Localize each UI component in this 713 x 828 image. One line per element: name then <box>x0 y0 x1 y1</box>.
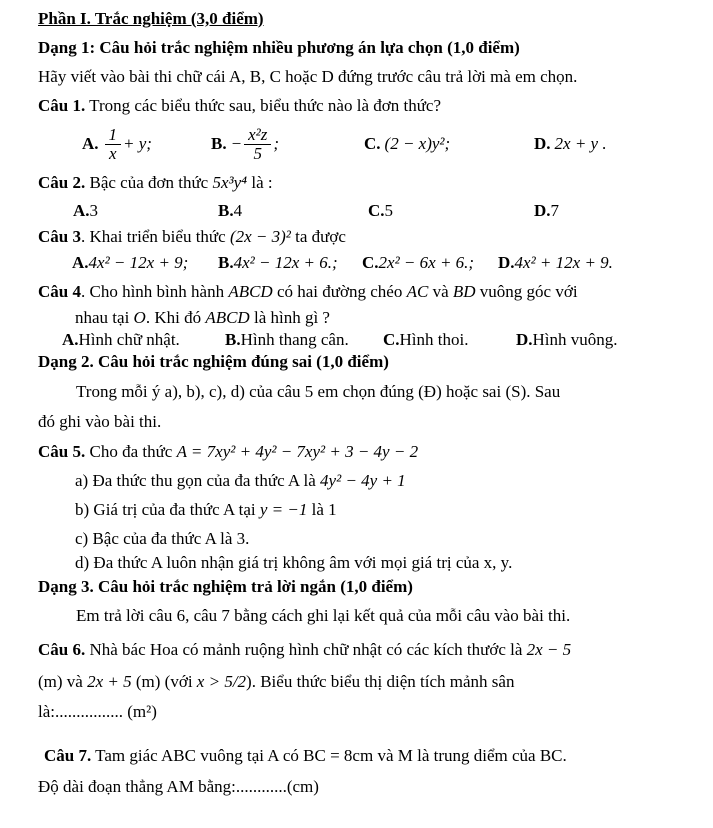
question-6-text: Nhà bác Hoa có mảnh ruộng hình chữ nhật có các kích thước là <box>85 640 527 659</box>
question-2 <box>38 172 273 194</box>
q1-option-c <box>364 119 450 169</box>
q1-option-a-label: A. <box>82 134 99 153</box>
q4-option-a-text: Hình chữ nhật. <box>78 330 180 349</box>
q2-option-b-text: 4 <box>233 201 243 220</box>
question-4-text: có hai đường chéo <box>272 282 407 301</box>
q5-d-text: Đa thức A luôn nhận giá trị không âm với mọi giá trị của x, y. <box>89 553 513 572</box>
q3-option-d <box>498 252 613 274</box>
q1-option-d-math: 2x + y . <box>554 134 607 153</box>
question-3-label: Câu 3 <box>38 227 81 246</box>
fraction-denominator: 5 <box>253 143 262 163</box>
q3-option-b-math: 4x² − 12x + 6.; <box>233 253 338 272</box>
math-ac: AC <box>406 282 429 301</box>
q1-option-d-label: D. <box>534 134 551 153</box>
q3-option-c <box>362 252 474 274</box>
q5-d-label: d) <box>75 553 90 572</box>
q3-option-a-math: 4x² − 12x + 9; <box>88 253 189 272</box>
q4-option-b <box>225 329 349 351</box>
dang1-instruction: Hãy viết vào bài thi chữ cái A, B, C hoặc D đứng trước câu trả lời mà em chọn. <box>38 67 578 86</box>
q1-option-b <box>211 119 279 169</box>
question-6-line1 <box>38 639 571 661</box>
fraction-denominator: x <box>109 143 117 163</box>
dang3-title: Dạng 3. Câu hỏi trắc nghiệm trả lời ngắn (1,0 điểm) <box>38 577 413 596</box>
question-2-text: Bậc của đơn thức <box>85 173 213 192</box>
q1-option-d <box>534 119 607 169</box>
dang1-title: Dạng 1: Câu hỏi trắc nghiệm nhiều phương án lựa chọn (1,0 điểm) <box>38 38 520 57</box>
q3-option-d-math: 4x² + 12x + 9. <box>514 253 613 272</box>
question-4-text: . Khi đó <box>145 308 206 327</box>
question-4-text: nhau tại <box>75 308 134 327</box>
q4-option-c-text: Hình thoi. <box>399 330 469 349</box>
q5-a-math: 4y² − 4y + 1 <box>320 471 406 490</box>
q5-a-label: a) <box>75 471 89 490</box>
dang2-instruction-line2: đó ghi vào bài thi. <box>38 412 162 431</box>
q4-option-a <box>62 329 180 351</box>
fraction-numerator: x²z <box>244 126 271 145</box>
question-2-math: 5x³y⁴ <box>212 173 248 192</box>
question-5-text: Cho đa thức <box>85 442 177 461</box>
q1-option-b-minus: − <box>230 134 243 153</box>
q6-answer-blank: là:................ <box>38 702 128 721</box>
question-5-math: A = 7xy² + 4y² − 7xy² + 3 − 4y − 2 <box>176 442 419 461</box>
q1-option-c-math: (2 − x)y²; <box>384 134 451 153</box>
q1-option-a <box>82 119 152 169</box>
question-4-text: . Cho hình bình hành <box>80 282 229 301</box>
question-4-label: Câu 4 <box>38 282 81 301</box>
q3-option-c-label: C. <box>362 253 379 272</box>
question-6-answer-line <box>38 701 157 723</box>
question-6-line2 <box>38 671 514 693</box>
question-6-text: ). Biểu thức biểu thị diện tích mảnh sân <box>246 672 515 691</box>
math-bd: BD <box>452 282 476 301</box>
question-4-options <box>0 329 713 351</box>
q4-option-b-label: B. <box>225 330 241 349</box>
question-5-item-b <box>75 499 337 521</box>
q5-a-text: Đa thức thu gọn của đa thức A là <box>88 471 321 490</box>
q4-option-d-label: D. <box>516 330 533 349</box>
question-6-math-dim2: 2x + 5 <box>87 672 132 691</box>
dang3-instruction: Em trả lời câu 6, câu 7 bằng cách ghi lại kết quả của mỗi câu vào bài thi. <box>76 606 571 625</box>
question-1-options <box>0 119 713 169</box>
question-4-text: và <box>428 282 453 301</box>
q2-option-a <box>73 200 98 222</box>
q3-option-b <box>218 252 338 274</box>
q4-option-a-label: A. <box>62 330 79 349</box>
fraction-x2z-over-5 <box>244 126 271 163</box>
question-4-text: vuông góc với <box>475 282 578 301</box>
question-3-options <box>0 252 713 276</box>
q1-option-c-label: C. <box>364 134 381 153</box>
q1-option-a-tail: + y; <box>123 134 152 153</box>
math-abcd: ABCD <box>228 282 273 301</box>
q6-answer-unit: (m²) <box>127 702 157 721</box>
q5-c-label: c) <box>75 529 89 548</box>
q2-option-d-text: 7 <box>550 201 560 220</box>
question-6-math-dim1: 2x − 5 <box>526 640 572 659</box>
question-7-answer-line: Độ dài đoạn thẳng AM bằng:............(cm) <box>38 777 319 796</box>
q5-b-text: Giá trị của đa thức A tại <box>89 500 260 519</box>
part1-title: Phần I. Trắc nghiệm (3,0 điểm) <box>38 9 264 28</box>
q4-option-d <box>516 329 618 351</box>
question-3-text: . Khai triển biểu thức <box>80 227 230 246</box>
q2-option-c <box>368 200 393 222</box>
dang2-instruction-line1: Trong mỗi ý a), b), c), d) của câu 5 em chọn đúng (Đ) hoặc sai (S). Sau <box>76 382 561 401</box>
question-3-post: ta được <box>290 227 346 246</box>
q2-option-c-label: C. <box>368 201 385 220</box>
question-6-label: Câu 6. <box>38 640 86 659</box>
math-abcd: ABCD <box>205 308 250 327</box>
q5-b-math: y = −1 <box>259 500 308 519</box>
question-5 <box>38 441 418 463</box>
q2-option-d <box>534 200 559 222</box>
question-5-label: Câu 5. <box>38 442 86 461</box>
q4-option-c-label: C. <box>383 330 400 349</box>
q4-option-d-text: Hình vuông. <box>532 330 618 349</box>
question-3-math: (2x − 3)² <box>229 227 291 246</box>
q3-option-b-label: B. <box>218 253 234 272</box>
question-2-options <box>0 200 713 222</box>
q2-option-b <box>218 200 242 222</box>
question-7-line1 <box>44 745 567 767</box>
q3-option-d-label: D. <box>498 253 515 272</box>
question-1 <box>38 95 441 117</box>
q2-option-c-text: 5 <box>384 201 394 220</box>
q5-b-post: là 1 <box>307 500 337 519</box>
q2-option-d-label: D. <box>534 201 551 220</box>
question-5-item-d <box>75 552 512 574</box>
math-o: O <box>133 308 146 327</box>
q2-option-a-label: A. <box>73 201 90 220</box>
question-5-item-a <box>75 470 406 492</box>
question-2-label: Câu 2. <box>38 173 86 192</box>
question-4-line1 <box>38 281 578 303</box>
q5-c-text: Bậc của đa thức A là 3. <box>88 529 250 548</box>
question-6-math-condition: x > 5/2 <box>196 672 247 691</box>
question-2-post: là : <box>247 173 273 192</box>
question-1-label: Câu 1. <box>38 96 86 115</box>
fraction-numerator: 1 <box>105 126 122 145</box>
question-4-text: là hình gì ? <box>249 308 330 327</box>
question-6-text: (m) và <box>38 672 88 691</box>
q3-option-c-math: 2x² − 6x + 6.; <box>378 253 475 272</box>
question-6-text: (m) (với <box>131 672 197 691</box>
question-7-label: Câu 7. <box>44 746 92 765</box>
q1-option-b-tail: ; <box>273 134 280 153</box>
q2-option-a-text: 3 <box>89 201 99 220</box>
dang2-title: Dạng 2. Câu hỏi trắc nghiệm đúng sai (1,0 điểm) <box>38 352 389 371</box>
question-4-line2 <box>75 307 330 329</box>
q3-option-a-label: A. <box>72 253 89 272</box>
q4-option-c <box>383 329 468 351</box>
question-3 <box>38 226 346 248</box>
q5-b-label: b) <box>75 500 90 519</box>
q1-option-b-label: B. <box>211 134 227 153</box>
question-1-text: Trong các biểu thức sau, biểu thức nào là đơn thức? <box>85 96 442 115</box>
q4-option-b-text: Hình thang cân. <box>240 330 349 349</box>
fraction-1-over-x <box>105 126 122 163</box>
question-5-item-c <box>75 528 249 550</box>
question-7-text: Tam giác ABC vuông tại A có BC = 8cm và M là trung diểm của BC. <box>91 746 567 765</box>
q3-option-a <box>72 252 188 274</box>
q2-option-b-label: B. <box>218 201 234 220</box>
